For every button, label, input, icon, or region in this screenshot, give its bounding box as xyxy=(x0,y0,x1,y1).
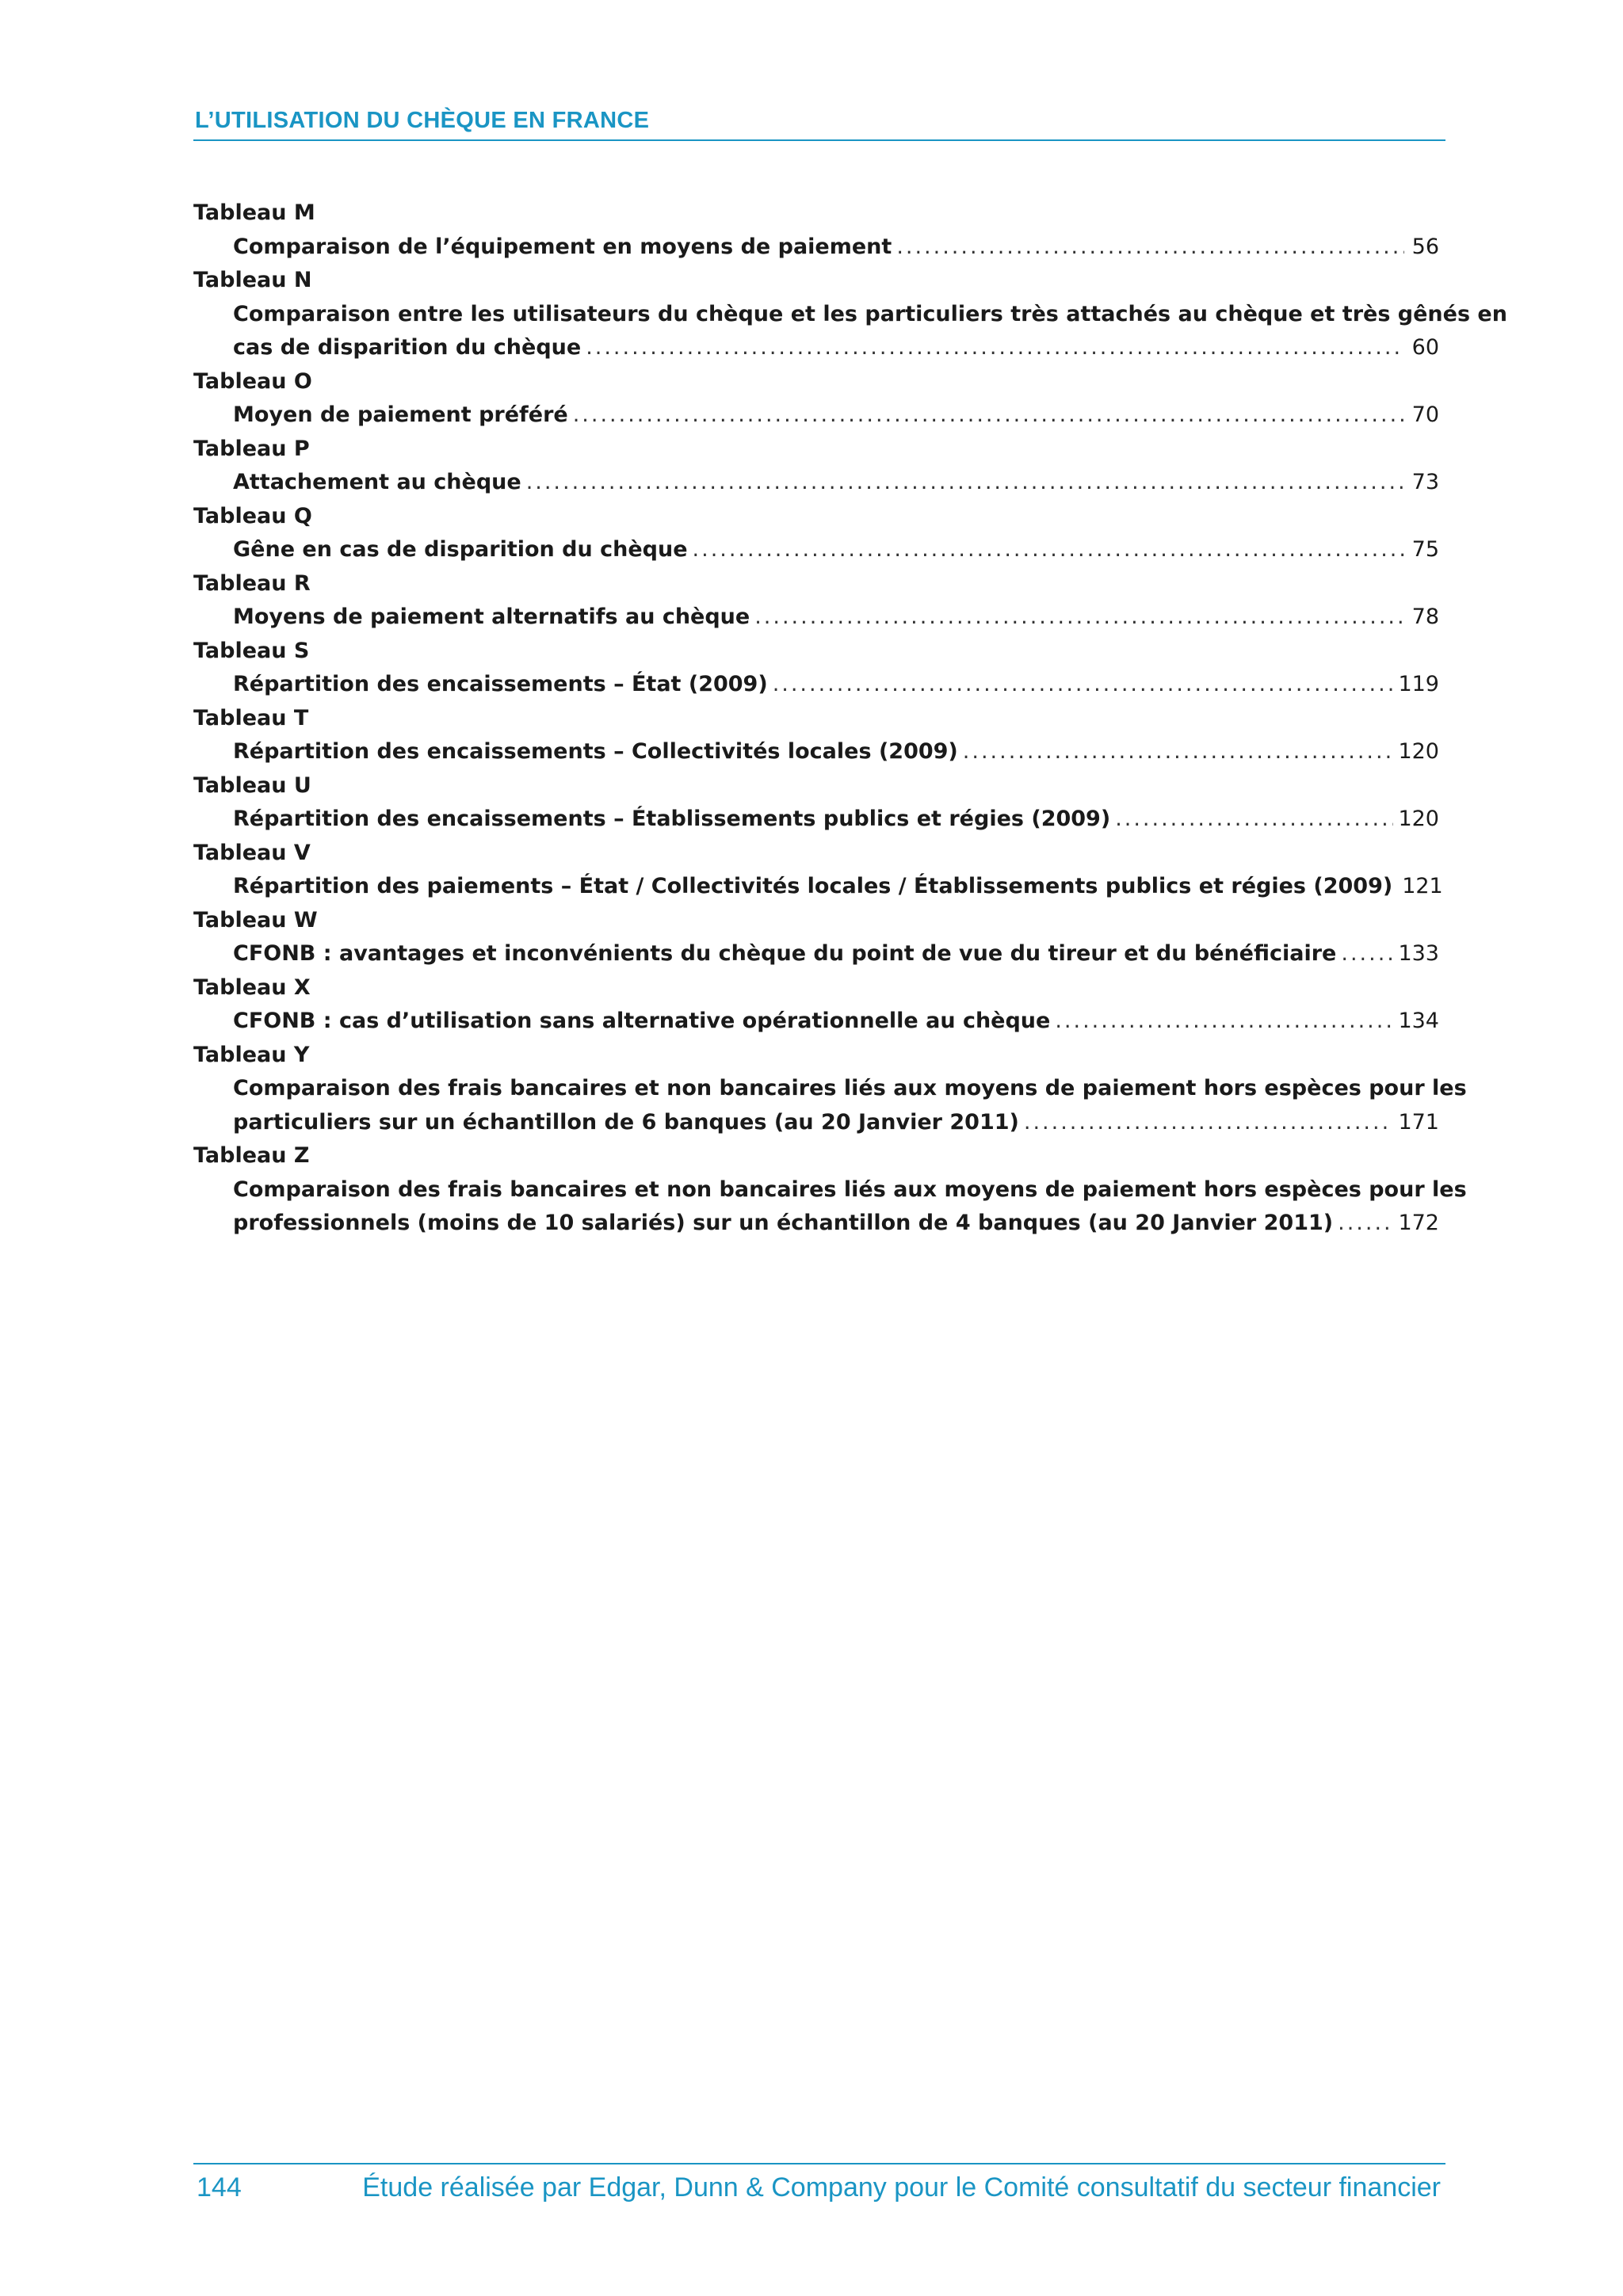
toc-entry xyxy=(193,702,1439,769)
toc-entry xyxy=(193,635,1439,702)
toc-entry xyxy=(193,904,1439,971)
toc-entry-label: Tableau R xyxy=(193,570,311,596)
toc-entry xyxy=(193,264,1507,365)
toc-entry-title-line: particuliers sur un échantillon de 6 banques (au 20 Janvier 2011) xyxy=(233,1109,1019,1135)
toc-entry-item[interactable] xyxy=(233,870,1443,904)
toc-entry xyxy=(193,500,1439,567)
toc-entry-title-line: Attachement au chèque xyxy=(233,470,521,494)
toc-entry-title-line: professionnels (moins de 10 salariés) sur un échantillon de 4 banques (au 20 Janvier 2011) xyxy=(233,1211,1334,1235)
toc-page-number: 78 xyxy=(1411,605,1439,629)
toc-page-number: 75 xyxy=(1411,537,1439,562)
toc-entry xyxy=(193,567,1439,635)
toc-entry-label: Tableau S xyxy=(193,638,310,663)
toc-entry-last-line xyxy=(233,331,1439,365)
toc-entry-last-line xyxy=(233,399,1439,433)
toc-entry-title-line: Répartition des encaissements – Collectivités locales (2009) xyxy=(233,739,958,764)
toc-page-number: 119 xyxy=(1398,672,1439,696)
toc-entry xyxy=(193,1039,1467,1140)
toc-page-number: 134 xyxy=(1398,1009,1439,1033)
toc-page-number: 171 xyxy=(1398,1109,1439,1135)
toc-entry-title-line: Comparaison de l’équipement en moyens de paiement xyxy=(233,234,892,259)
toc-entry-item[interactable] xyxy=(233,937,1439,971)
dot-leader xyxy=(526,466,1404,500)
toc-entry-last-line xyxy=(233,1005,1439,1039)
toc-entry-last-line xyxy=(233,601,1439,635)
toc-page-number: 121 xyxy=(1402,874,1443,898)
toc-page-number: 70 xyxy=(1411,402,1439,427)
page-footer xyxy=(193,2163,1445,2210)
toc-page-number: 56 xyxy=(1411,234,1439,259)
toc-page-number: 73 xyxy=(1411,470,1439,494)
toc-entry-item[interactable] xyxy=(233,668,1439,702)
toc-entry-label: Tableau W xyxy=(193,907,318,933)
toc-entry-label: Tableau N xyxy=(193,268,312,292)
dot-leader xyxy=(1055,1005,1393,1039)
toc-entry-last-line xyxy=(233,668,1439,702)
toc-page-number: 60 xyxy=(1411,335,1439,360)
toc-entry-title-line: Moyen de paiement préféré xyxy=(233,402,568,427)
toc-entry-item[interactable] xyxy=(233,803,1439,837)
toc-entry-label: Tableau Z xyxy=(193,1143,310,1168)
dot-leader xyxy=(896,231,1404,265)
toc-page-number: 133 xyxy=(1398,941,1439,966)
toc-entry-last-line xyxy=(233,1106,1439,1140)
toc-entry-title-line: Comparaison des frais bancaires et non bancaires liés aux moyens de paiement hors espèces pour les xyxy=(233,1076,1467,1100)
toc-page-number: 120 xyxy=(1398,739,1439,764)
toc-entry-item[interactable] xyxy=(233,533,1439,567)
dot-leader xyxy=(1024,1106,1394,1140)
toc-entry-item[interactable] xyxy=(233,298,1507,365)
toc-entry xyxy=(193,433,1439,500)
toc-entry-item[interactable] xyxy=(233,601,1439,635)
toc-entry xyxy=(193,196,1439,264)
table-of-tables xyxy=(193,196,1507,1241)
dot-leader xyxy=(693,533,1404,567)
dot-leader xyxy=(773,668,1394,702)
dot-leader xyxy=(754,601,1404,635)
toc-entry-label: Tableau M xyxy=(193,200,315,225)
toc-entry-item[interactable] xyxy=(233,231,1439,265)
dot-leader xyxy=(1338,1207,1393,1241)
toc-entry-title-line: Comparaison entre les utilisateurs du chèque et les particuliers très attachés au chèque et très gênés en xyxy=(233,301,1507,326)
toc-entry-last-line xyxy=(233,937,1439,971)
dot-leader xyxy=(573,399,1404,433)
toc-entry-label: Tableau V xyxy=(193,840,311,865)
toc-entry-title-line: CFONB : cas d’utilisation sans alternative opérationnelle au chèque xyxy=(233,1009,1051,1033)
toc-entry-last-line xyxy=(233,533,1439,567)
toc-entry-title-line: Répartition des encaissements – Établissements publics et régies (2009) xyxy=(233,807,1111,831)
toc-entry-item[interactable] xyxy=(233,1005,1439,1039)
dot-leader xyxy=(963,735,1394,769)
toc-entry-item[interactable] xyxy=(233,1072,1467,1139)
toc-entry-title-line: Gêne en cas de disparition du chèque xyxy=(233,537,688,562)
toc-entry-item[interactable] xyxy=(233,735,1439,769)
toc-entry-label: Tableau U xyxy=(193,772,311,798)
toc-entry-title-line: Répartition des paiements – État / Collectivités locales / Établissements publics et régies (2009) xyxy=(233,874,1393,898)
toc-entry-label: Tableau P xyxy=(193,436,310,461)
toc-entry-title-line: cas de disparition du chèque xyxy=(233,335,582,360)
toc-entry xyxy=(193,769,1439,837)
toc-entry-item[interactable] xyxy=(233,1173,1467,1241)
toc-entry xyxy=(193,971,1439,1039)
toc-entry-title-line: CFONB : avantages et inconvénients du chèque du point de vue du tireur et du bénéficiaire xyxy=(233,941,1337,966)
toc-entry-last-line xyxy=(233,1207,1439,1241)
dot-leader xyxy=(1341,937,1393,971)
toc-entry-label: Tableau O xyxy=(193,368,312,394)
toc-entry-title-line: Moyens de paiement alternatifs au chèque xyxy=(233,605,750,629)
footer-page-number: 144 xyxy=(197,2172,242,2203)
toc-entry-title-line: Répartition des encaissements – État (2009) xyxy=(233,672,768,696)
toc-entry-last-line xyxy=(233,803,1439,837)
running-header-title: L’UTILISATION DU CHÈQUE EN FRANCE xyxy=(195,108,650,133)
toc-entry-last-line xyxy=(233,466,1439,500)
page-header xyxy=(193,105,1445,141)
toc-entry-label: Tableau Y xyxy=(193,1042,310,1067)
toc-entry-last-line xyxy=(233,735,1439,769)
toc-entry xyxy=(193,837,1443,904)
toc-entry-last-line xyxy=(233,870,1443,904)
toc-entry-label: Tableau Q xyxy=(193,503,312,528)
toc-entry-label: Tableau T xyxy=(193,705,309,730)
toc-entry xyxy=(193,365,1439,433)
toc-entry-label: Tableau X xyxy=(193,974,311,1000)
toc-page-number: 120 xyxy=(1398,807,1439,831)
dot-leader xyxy=(1115,803,1393,837)
toc-entry-last-line xyxy=(233,231,1439,265)
dot-leader xyxy=(586,331,1404,365)
toc-entry xyxy=(193,1139,1467,1241)
toc-page-number: 172 xyxy=(1398,1211,1439,1235)
toc-entry-item[interactable] xyxy=(233,399,1439,433)
toc-entry-title-line: Comparaison des frais bancaires et non bancaires liés aux moyens de paiement hors espèces pour les xyxy=(233,1177,1467,1202)
footer-credit: Étude réalisée par Edgar, Dunn & Company pour le Comité consultatif du secteur financier xyxy=(362,2172,1441,2203)
toc-entry-item[interactable] xyxy=(233,466,1439,500)
